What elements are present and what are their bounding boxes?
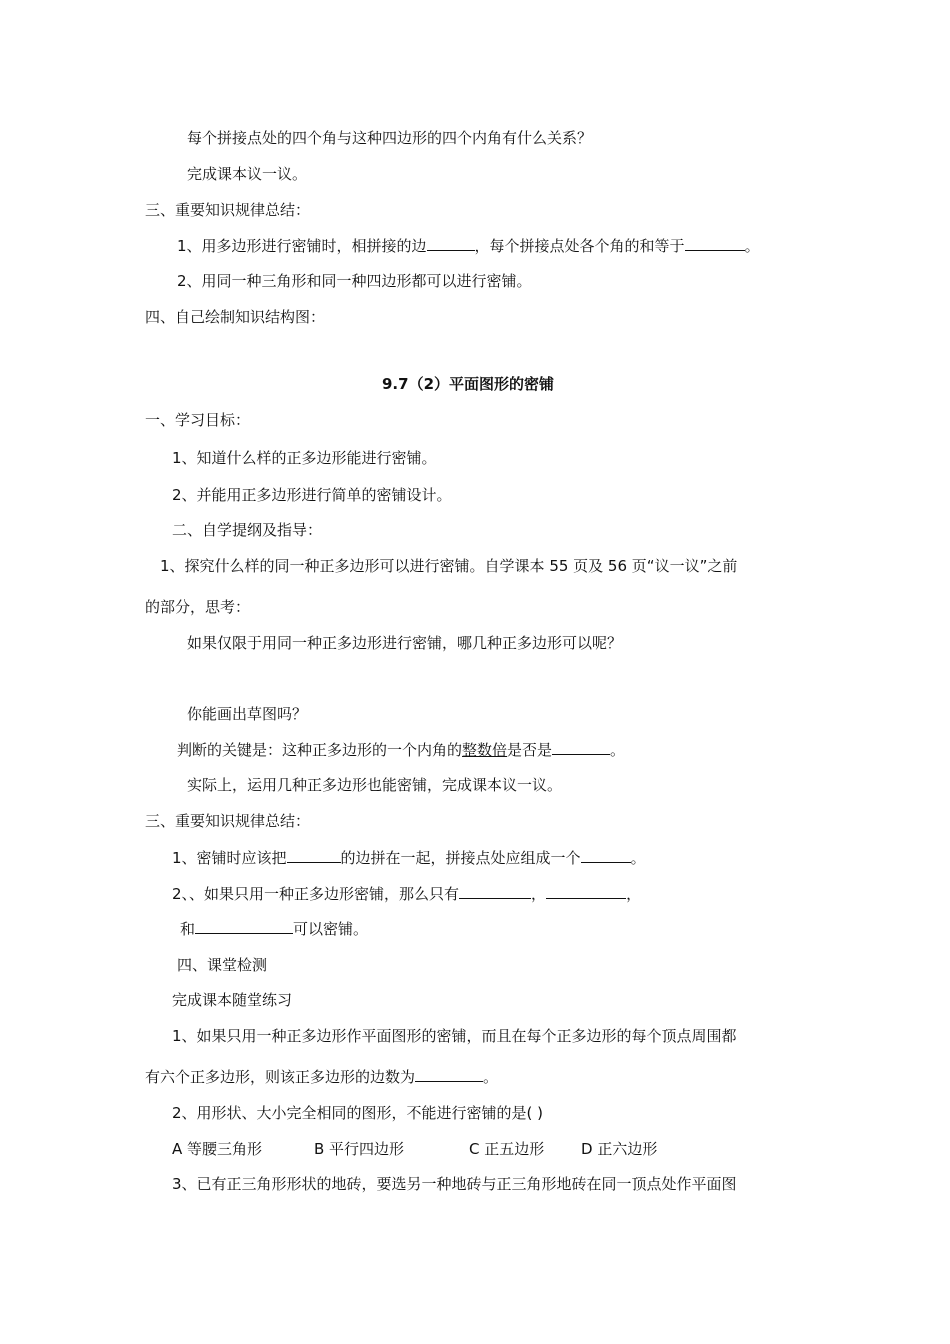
lesson-title: 9.7（2）平面图形的密铺: [382, 375, 555, 393]
section-heading-goals: 一、学习目标：: [145, 411, 251, 429]
goal-item-2: 2、并能用正多边形进行简单的密铺设计。: [172, 486, 452, 504]
option-b[interactable]: B 平行四边形: [314, 1140, 405, 1158]
answer-blank[interactable]: [195, 918, 293, 934]
answer-blank[interactable]: [427, 235, 475, 251]
summary2-item-2-cont: 和 可以密铺。: [180, 920, 369, 938]
option-c[interactable]: C 正五边形: [469, 1140, 545, 1158]
section-heading-check: 四、课堂检测: [177, 956, 268, 974]
section-heading-summary: 三、重要知识规律总结：: [145, 201, 311, 219]
question-sketch: 你能画出草图吗？: [187, 705, 308, 723]
summary2-item-1: 1、密铺时应该把 的边拼在一起，拼接点处应组成一个 。: [172, 849, 646, 867]
section-heading-outline: 二、自学提纲及指导：: [172, 521, 323, 539]
outline-item-1-cont: 的部分，思考：: [145, 598, 251, 616]
question-four-angles: 每个拼接点处的四个角与这种四边形的四个内角有什么关系？: [187, 129, 593, 147]
instruction-complete: 完成课本议一议。: [187, 165, 308, 183]
answer-blank[interactable]: [415, 1066, 483, 1082]
option-a[interactable]: A 等腰三角形: [172, 1140, 263, 1158]
answer-blank[interactable]: [581, 847, 631, 863]
answer-blank[interactable]: [459, 883, 531, 899]
exercise-1-cont: 有六个正多边形，则该正多边形的边数为 。: [145, 1068, 499, 1086]
exercise-1: 1、如果只用一种正多边形作平面图形的密铺，而且在每个正多边形的每个顶点周围都: [172, 1027, 737, 1045]
outline-item-1: 1、探究什么样的同一种正多边形可以进行密铺。自学课本 55 页及 56 页“议一议”之前: [160, 557, 738, 575]
summary-item-1: 1、用多边形进行密铺时，相拼接的边 ，每个拼接点处各个角的和等于 。: [177, 237, 760, 255]
option-d[interactable]: D 正六边形: [581, 1140, 658, 1158]
exercise-3: 3、已有正三角形形状的地砖，要选另一种地砖与正三角形地砖在同一顶点处作平面图: [172, 1175, 737, 1193]
section-heading-draw: 四、自己绘制知识结构图：: [145, 308, 326, 326]
exercise-2-options: [172, 1139, 657, 1159]
summary-item-2: 2、用同一种三角形和同一种四边形都可以进行密铺。: [177, 272, 532, 290]
answer-blank[interactable]: [546, 883, 626, 899]
section-heading-summary-2: 三、重要知识规律总结：: [145, 812, 311, 830]
question-which-polygons: 如果仅限于用同一种正多边形进行密铺，哪几种正多边形可以呢？: [187, 634, 623, 652]
summary2-item-2: 2、、如果只用一种正多边形密铺，那么只有 ， ，: [172, 885, 642, 903]
goal-item-1: 1、知道什么样的正多边形能进行密铺。: [172, 449, 437, 467]
answer-blank[interactable]: [287, 847, 341, 863]
exercise-2: 2、用形状、大小完全相同的图形，不能进行密铺的是( ): [172, 1104, 544, 1122]
instruction-several-polygons: 实际上，运用几种正多边形也能密铺，完成课本议一议。: [187, 776, 563, 794]
key-judgement: 判断的关键是：这种正多边形的一个内角的整数倍是否是 。: [177, 741, 626, 759]
answer-blank[interactable]: [552, 739, 610, 755]
instruction-practice: 完成课本随堂练习: [172, 991, 293, 1009]
answer-blank[interactable]: [685, 235, 745, 251]
